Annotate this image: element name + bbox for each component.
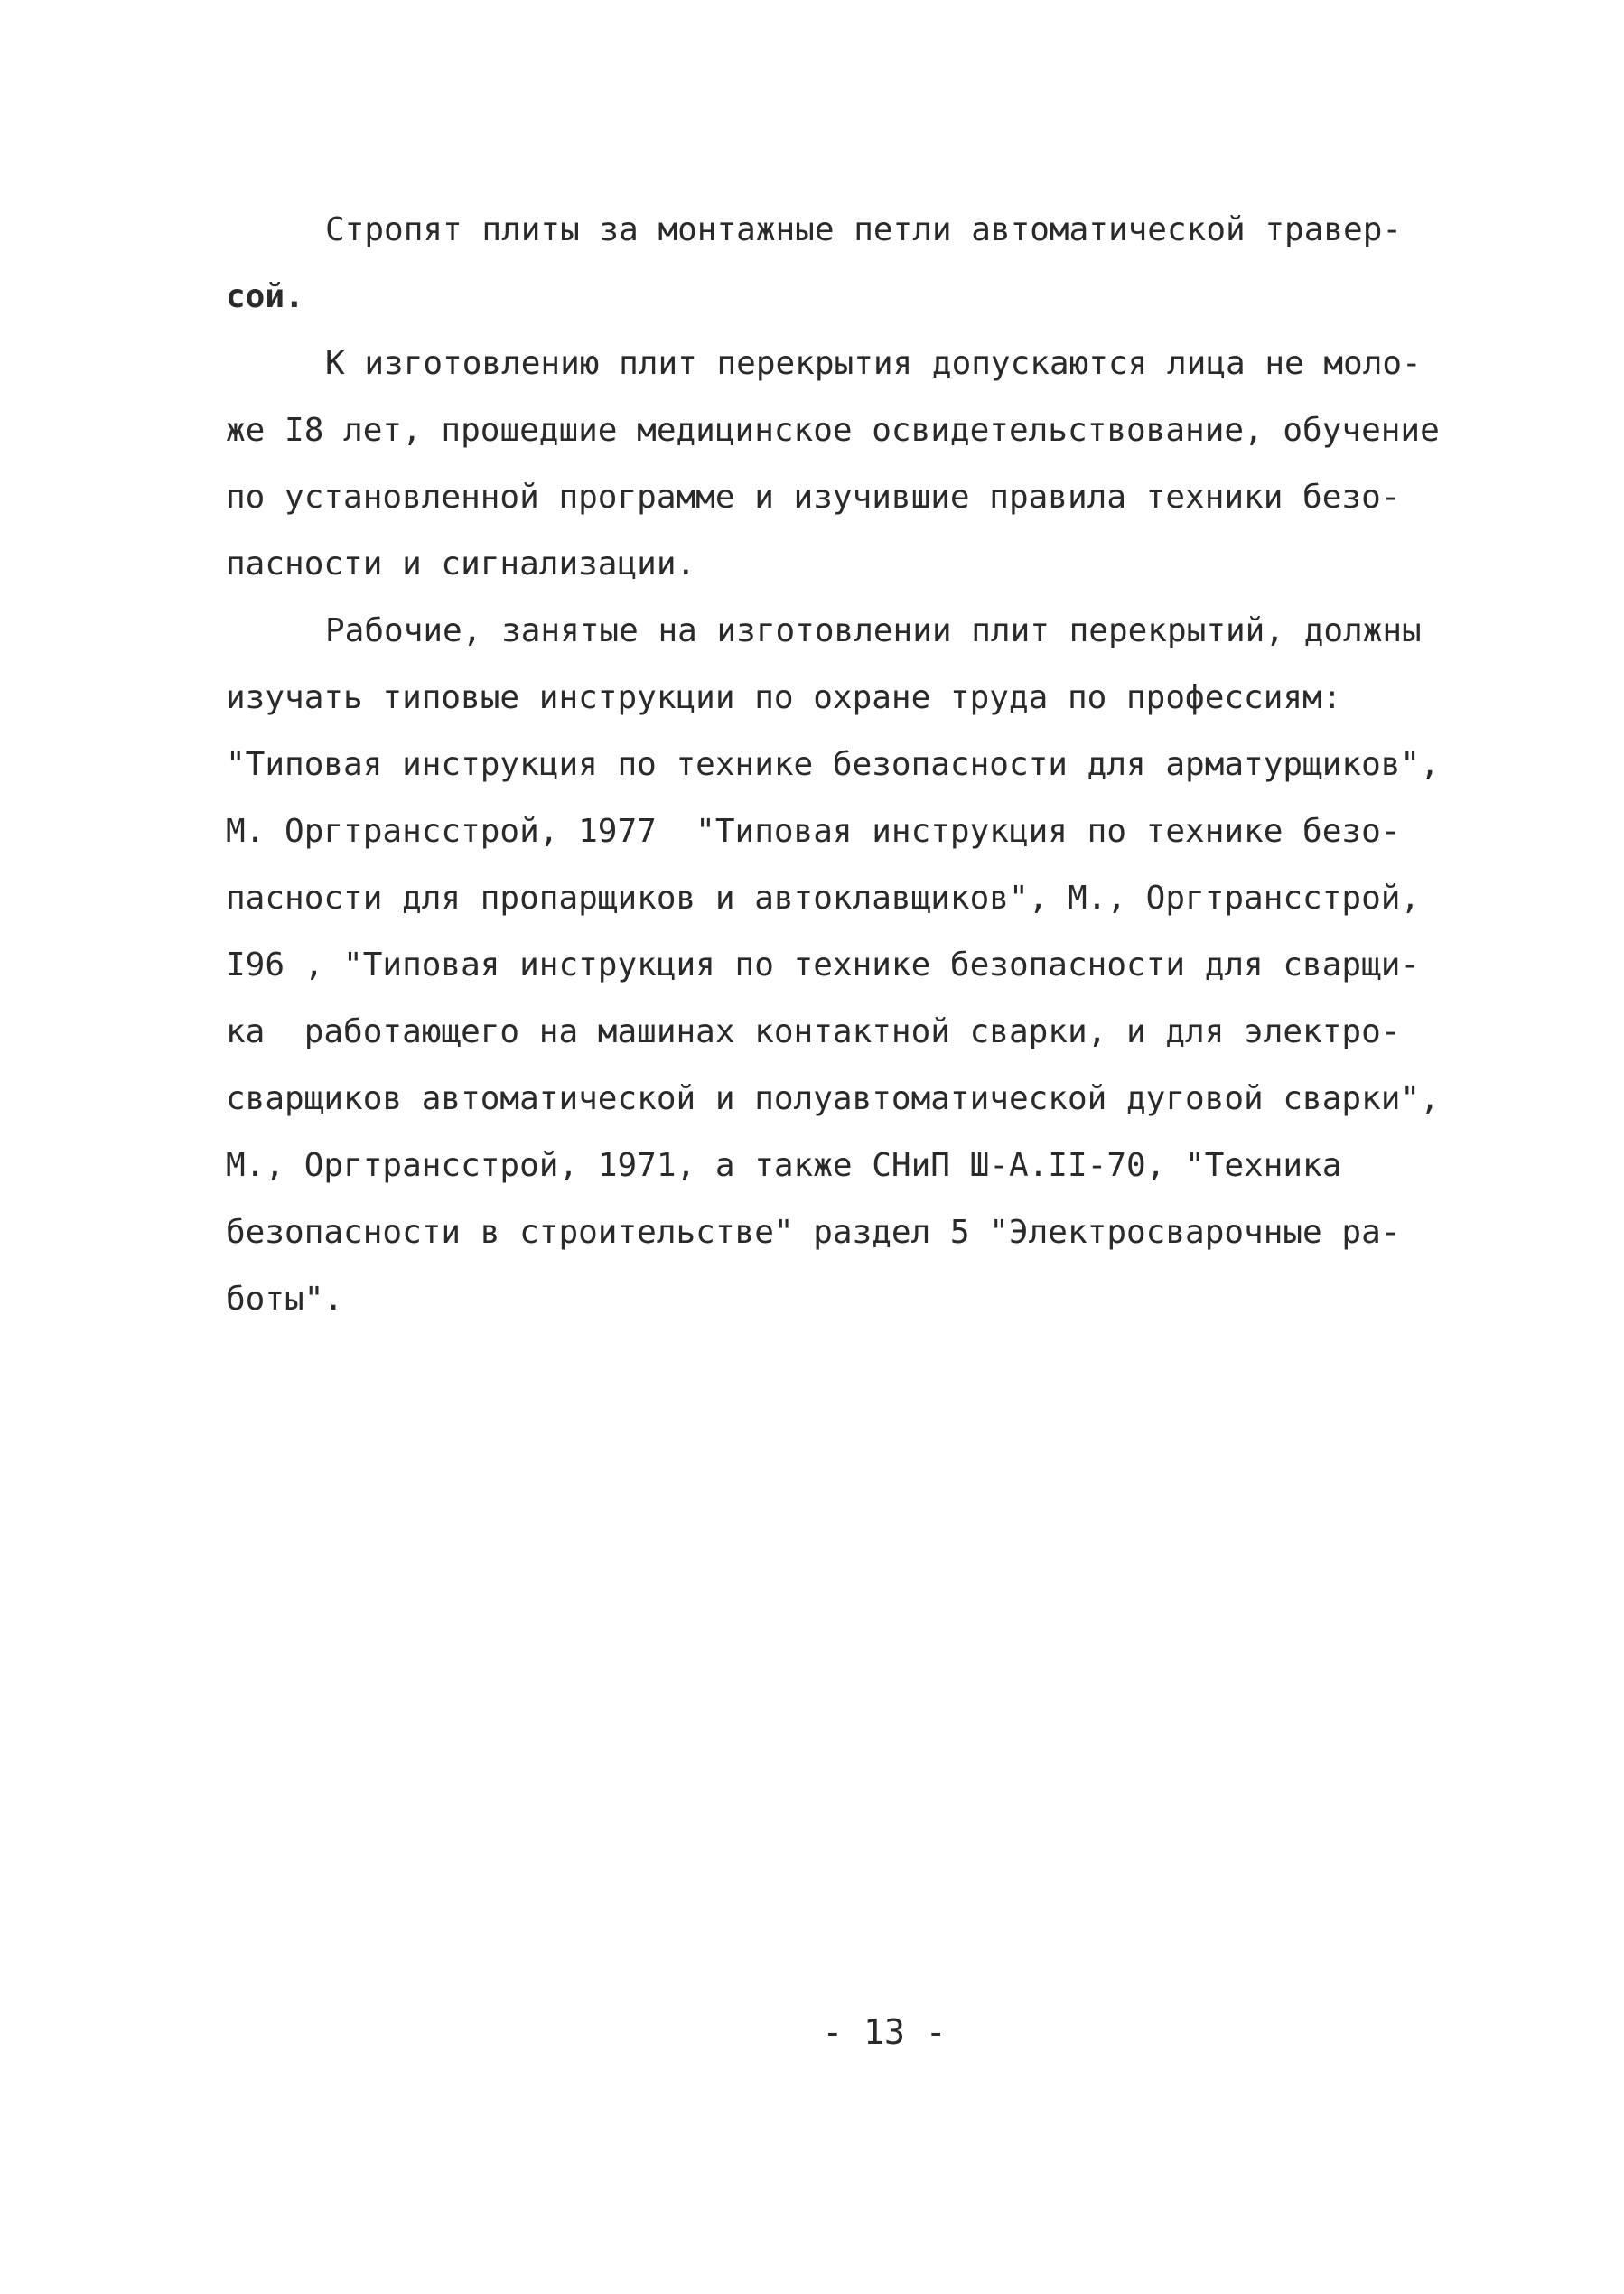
paragraph-2-line-4: пасности и сигнализации.	[226, 546, 696, 583]
document-body	[226, 197, 1463, 1333]
paragraph-3-line-4: М. Оргтрансстрой, 1977 "Типовая инструкция по технике безо-	[226, 813, 1401, 850]
paragraph-3-line-3: "Типовая инструкция по технике безопасности для арматурщиков",	[226, 746, 1440, 783]
paragraph-3-line-9: М., Оргтрансстрой, 1971, а также СНиП Ш-А.II-70, "Техника	[226, 1147, 1342, 1184]
paragraph-3-line-5: пасности для пропарщиков и автоклавщиков", М., Оргтрансстрой,	[226, 880, 1421, 917]
paragraph-1-line-1: Стропят плиты за монтажные петли автоматической травер-	[325, 211, 1403, 248]
paragraph-3-line-8: сварщиков автоматической и полуавтоматической дуговой сварки",	[226, 1080, 1440, 1117]
paragraph-1-line-2: сой.	[226, 278, 304, 315]
paragraph-3-line-11: боты".	[226, 1281, 344, 1318]
paragraph-3-line-6: I96 , "Типовая инструкция по технике безопасности для сварщи-	[226, 947, 1421, 984]
page-number: - 13 -	[822, 2012, 947, 2052]
paragraph-2-line-2: же I8 лет, прошедшие медицинское освидетельствование, обучение	[226, 412, 1440, 449]
paragraph-3-line-7: ка работающего на машинах контактной сварки, и для электро-	[226, 1013, 1401, 1050]
paragraph-3-line-10: безопасности в строительстве" раздел 5 "Электросварочные ра-	[226, 1214, 1401, 1251]
paragraph-3-line-1: Рабочие, занятые на изготовлении плит перекрытий, должны	[325, 612, 1422, 649]
paragraph-3-line-2: изучать типовые инструкции по охране труда по профессиям:	[226, 679, 1342, 716]
paragraph-2-line-1: К изготовлению плит перекрытия допускаются лица не моло-	[325, 345, 1422, 382]
paragraph-2-line-3: по установленной программе и изучившие правила техники безо-	[226, 479, 1401, 516]
